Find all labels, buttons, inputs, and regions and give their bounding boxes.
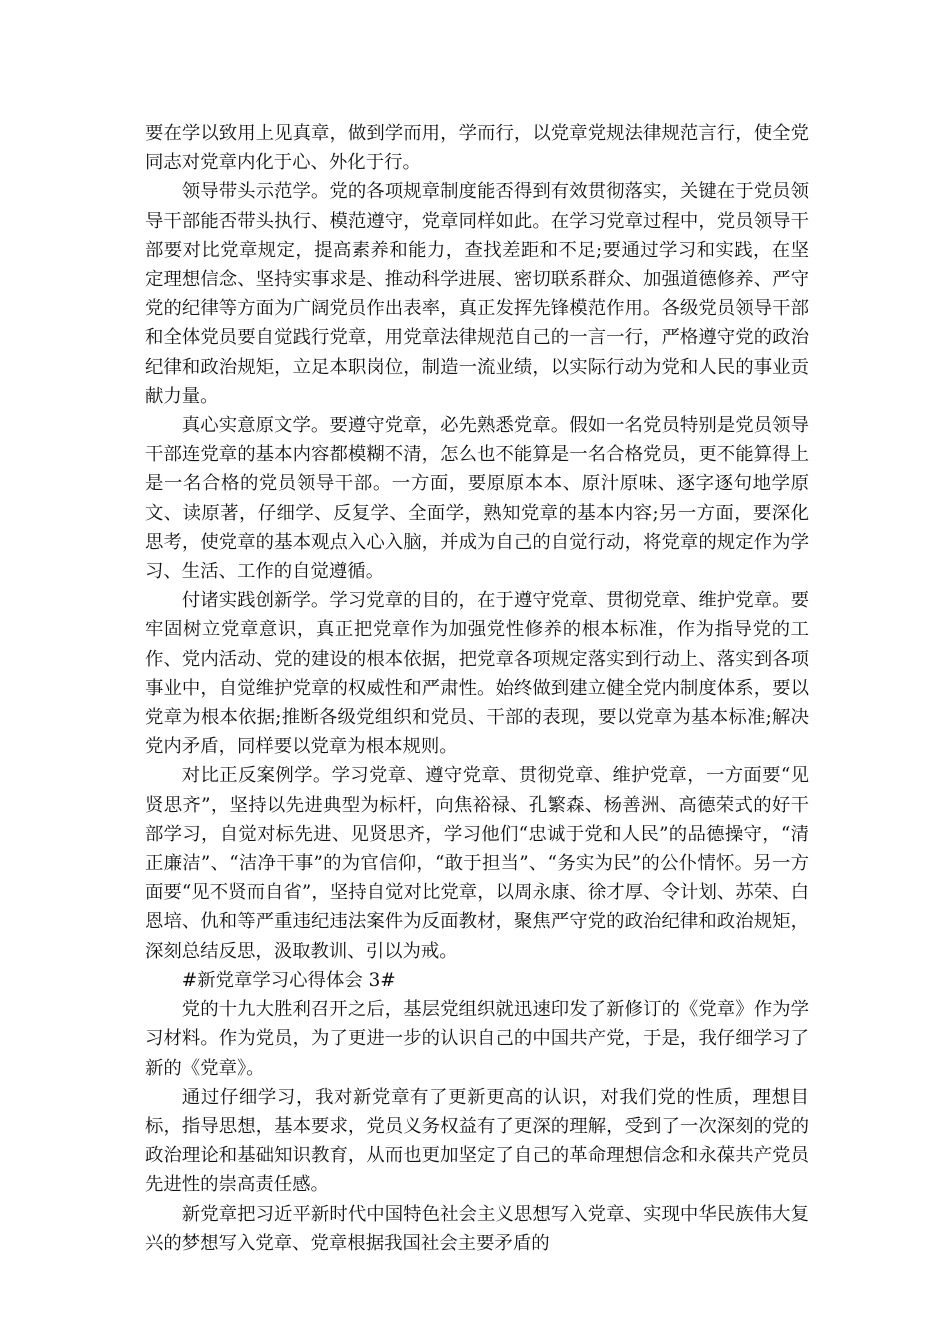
paragraph-study-original: 真心实意原文学。要遵守党章，必先熟悉党章。假如一名党员特别是党员领导干部连党章的基本内容都模糊不清，怎么也不能算是一名合格党员，更不能算得上是一名合格的党员领导干部。一方面，要原原本本、原汁原味、逐字逐句地学原文、读原著，仔细学、反复学、全面学，熟知党章的基本内容;另一方面，要深化思考，使党章的基本观点入心入脑，并成为自己的自觉行动，将党章的规定作为学习、生活、工作的自觉遵循。 <box>145 415 809 583</box>
paragraph-leaders-lead: 领导带头示范学。党的各项规章制度能否得到有效贯彻落实，关键在于党员领导干部能否带头执行、模范遵守，党章同样如此。在学习党章过程中，党员领导干部要对比党章规定，提高素养和能力，查找差距和不足;要通过学习和实践，在坚定理想信念、坚持实事求是、推动科学进展、密切联系群众、加强道德修养、严守党的纪律等方面为广阔党员作出表率，真正发挥先锋模范作用。各级党员领导干部和全体党员要自觉践行党章，用党章法律规范自己的一言一行，严格遵守党的政治纪律和政治规矩，立足本职岗位，制造一流业绩，以实际行动为党和人民的事业贡献力量。 <box>145 181 809 407</box>
paragraph-careful-study: 通过仔细学习，我对新党章有了更新更高的认识，对我们党的性质，理想目标，指导思想，基本要求，党员义务权益有了更深的理解，受到了一次深刻的党的政治理论和基础知识教育，从而也更加坚定了自己的革命理想信念和永葆共产党员先进性的崇高责任感。 <box>145 1086 809 1196</box>
paragraph-new-charter: 新党章把习近平新时代中国特色社会主义思想写入党章、实现中华民族伟大复兴的梦想写入党章、党章根据我国社会主要矛盾的 <box>145 1203 809 1254</box>
paragraph-continuation: 要在学以致用上见真章，做到学而用，学而行，以党章党规法律规范言行，使全党同志对党章内化于心、外化于行。 <box>145 123 809 174</box>
paragraph-nineteenth-congress: 党的十九大胜利召开之后，基层党组织就迅速印发了新修订的《党章》作为学习材料。作为党员，为了更进一步的认识自己的中国共产党，于是，我仔细学习了新的《党章》。 <box>145 999 809 1079</box>
document-body <box>145 119 809 1258</box>
paragraph-compare-cases: 对比正反案例学。学习党章、遵守党章、贯彻党章、维护党章，一方面要“见贤思齐”，坚持以先进典型为标杆，向焦裕禄、孔繁森、杨善洲、高德荣式的好干部学习，自觉对标先进、见贤思齐，学习他们“忠诚于党和人民”的品德操守，“清正廉洁”、“洁净干事”的为官信仰，“敢于担当”、“务实为民”的公仆情怀。另一方面要“见不贤而自省”，坚持自觉对比党章，以周永康、徐才厚、令计划、苏荣、白恩培、仇和等严重违纪违法案件为反面教材，聚焦严守党的政治纪律和政治规矩，深刻总结反思，汲取教训、引以为戒。 <box>145 765 809 962</box>
paragraph-practice-innovate: 付诸实践创新学。学习党章的目的，在于遵守党章、贯彻党章、维护党章。要牢固树立党章意识，真正把党章作为加强党性修养的根本标准，作为指导党的工作、党内活动、党的建设的根本依据，把党章各项规定落实到行动上、落实到各项事业中，自觉维护党章的权威性和严肃性。始终做到建立健全党内制度体系，要以党章为根本依据;推断各级党组织和党员、干部的表现，要以党章为基本标准;解决党内矛盾，同样要以党章为根本规则。 <box>145 590 809 758</box>
section-heading: #新党章学习心得体会 3# <box>181 969 396 991</box>
